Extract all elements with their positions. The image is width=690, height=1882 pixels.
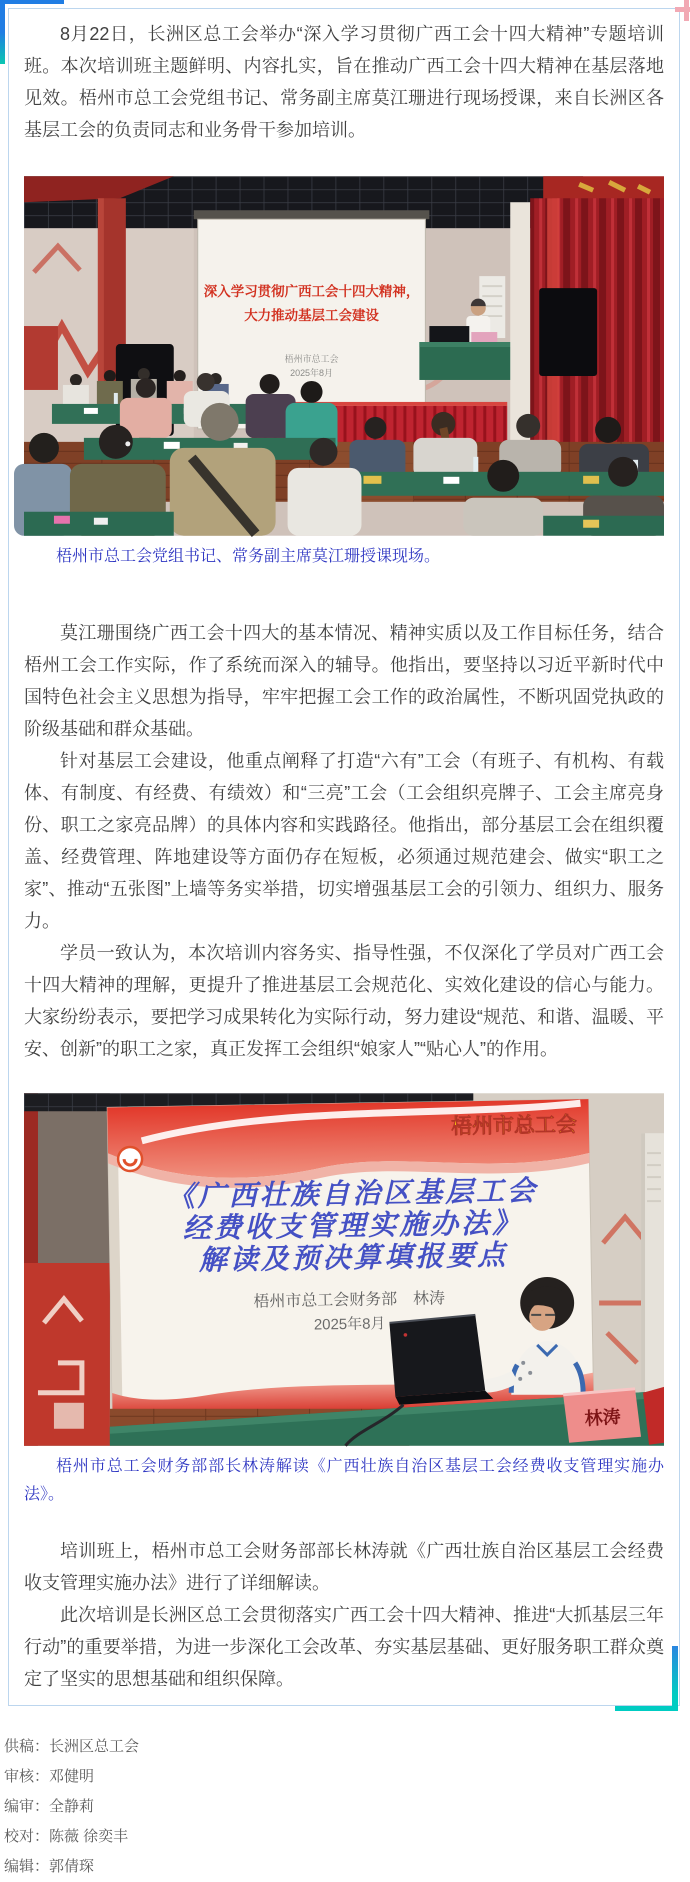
credits (4, 1732, 139, 1882)
training-room-illustration (24, 176, 664, 536)
corner-accent-left (0, 0, 5, 64)
paragraph-lintao-lecture: 培训班上，梧州市总工会财务部部长林涛就《广西壮族自治区基层工会经费收支管理实施办法》进行了详细解读。 (24, 1541, 664, 1593)
name-plate (563, 1389, 641, 1443)
union-logo-icon (118, 1147, 142, 1171)
corner-accent-top (0, 0, 64, 4)
paragraph-lecture-summary: 莫江珊围绕广西工会十四大的基本情况、精神实质以及工作目标任务，结合梧州工会工作实际，作了系统而深入的辅导。他指出，要坚持以习近平新时代中国特色社会主义思想为指导，牢牢把握工会工作的政治属性，不断巩固党执政的阶级基础和群众基础。 (24, 623, 664, 739)
corner-accent-right (672, 1646, 678, 1707)
slide-date-line: 2025年8月 (313, 1315, 386, 1334)
paragraph-intro: 8月22日，长洲区总工会举办“深入学习贯彻广西工会十四大精神”专题培训班。本次培训班主题鲜明、内容扎实，旨在推动广西工会十四大精神在基层落地见效。梧州市总工会党组书记、常务副主席莫江珊进行现场授课，来自长洲区各基层工会的负责同志和业务骨干参加培训。 (24, 24, 664, 140)
slide-banner: 梧州市总工会 (450, 1113, 578, 1139)
slide-presenter-line: 梧州市总工会财务部 林涛 (253, 1290, 446, 1311)
paragraph-conclusion: 此次培训是长洲区总工会贯彻落实广西工会十四大精神、推进“大抓基层三年行动”的重要举措，为进一步深化工会改革、夯实基层基础、更好服务职工群众奠定了坚实的思想基础和组织保障。 (24, 1605, 664, 1689)
credit-line-senior-editor: 编审：全静莉 (4, 1798, 95, 1815)
credit-line-editor: 编辑：郭倩琛 (4, 1858, 95, 1875)
photo2-caption: 梧州市总工会财务部部长林涛解读《广西壮族自治区基层工会经费收支管理实施办法》。 (24, 1458, 664, 1503)
right-speaker (539, 288, 597, 376)
credit-line-contributor: 供稿：长洲区总工会 (4, 1738, 140, 1755)
plus-decoration-icon (675, 7, 690, 12)
screen-org: 梧州市总工会 (284, 353, 339, 364)
corner-accent-bottom (615, 1706, 678, 1711)
screen-title-line1: 深入学习贯彻广西工会十四大精神， (203, 284, 420, 300)
paragraph-trainee-feedback: 学员一致认为，本次培训内容务实、指导性强，不仅深化了学员对广西工会十四大精神的理解，更提升了推进基层工会规范化、实效化建设的信心与能力。大家纷纷表示，要把学习成果转化为实际行动，努力建设“规范、和谐、温暖、平安、创新”的职工之家，真正发挥工会组织“娘家人”“贴心人”的作用。 (24, 943, 664, 1059)
photo-training-room[interactable] (24, 176, 664, 536)
paragraph-grassroots-building: 针对基层工会建设，他重点阐释了打造“六有”工会（有班子、有机构、有载体、有制度、有经费、有绩效）和“三亮”工会（工会组织亮牌子、工会主席亮身份、职工之家亮品牌）的具体内容和实践路径。他指出，部分基层工会在组织覆盖、经费管理、阵地建设等方面仍存在短板，必须通过规范建会、做实“职工之家”、推动“五张图”上墙等务实举措，切实增强基层工会的引领力、组织力、服务力。 (24, 751, 664, 931)
name-plate-text: 林涛 (584, 1406, 622, 1430)
screen-date: 2025年8月 (290, 367, 333, 378)
slide-title-line1: 《广西壮族自治区基层工会 (166, 1174, 539, 1213)
credit-line-proofreaders: 校对：陈薇 徐奕丰 (4, 1828, 129, 1845)
finance-lecture-illustration (24, 1093, 664, 1446)
slide-title-line3: 解读及预决算填报要点 (198, 1239, 509, 1276)
photo-finance-lecture[interactable] (24, 1093, 664, 1446)
screen-title-line2: 大力推动基层工会建设 (244, 308, 379, 324)
article-card (8, 8, 680, 1706)
credit-line-reviewer: 审核：邓健明 (4, 1768, 95, 1785)
photo1-caption: 梧州市总工会党组书记、常务副主席莫江珊授课现场。 (56, 548, 441, 565)
slide-title-line2: 经费收支管理实施办法》 (182, 1207, 524, 1244)
